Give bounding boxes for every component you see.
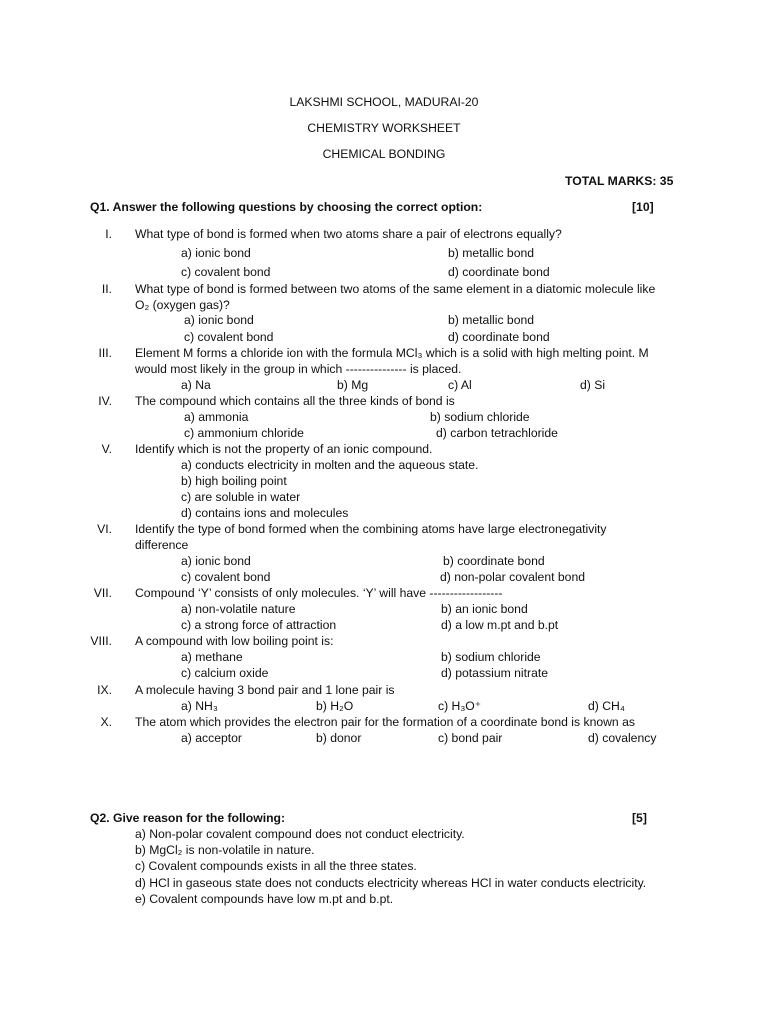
option: b) Mg (337, 378, 369, 392)
option: a) ammonia (184, 410, 249, 424)
option: d) carbon tetrachloride (436, 426, 558, 440)
option: b) high boiling point (181, 474, 287, 488)
question-number: IX. (97, 683, 112, 697)
q2-heading: Q2. Give reason for the following: (90, 811, 286, 825)
question-number: V. (101, 442, 112, 456)
option: d) a low m.pt and b.pt (441, 618, 559, 632)
q2-marks: [5] (632, 811, 647, 825)
option: a) ionic bond (181, 246, 251, 260)
question-number: I. (105, 227, 112, 241)
q1-heading: Q1. Answer the following questions by choosing the correct option: (90, 200, 483, 214)
question-number: VII. (93, 586, 112, 600)
option: a) conducts electricity in molten and the aqueous state. (181, 458, 479, 472)
question-text: difference (135, 538, 189, 552)
question-text: O₂ (oxygen gas)? (135, 298, 230, 312)
option: a) Na (181, 378, 211, 392)
option: d) coordinate bond (448, 330, 550, 344)
question-text: What type of bond is formed between two atoms of the same element in a diatomic molecule like (135, 282, 656, 296)
worksheet-title: CHEMISTRY WORKSHEET (307, 121, 461, 135)
option: c) covalent bond (181, 570, 271, 584)
question-text: Identify which is not the property of an ionic compound. (135, 442, 433, 456)
question-text: The atom which provides the electron pair for the formation of a coordinate bond is known as (135, 715, 635, 729)
option: b) sodium chloride (430, 410, 530, 424)
question-number: VI. (97, 522, 112, 536)
school-name: LAKSHMI SCHOOL, MADURAI-20 (289, 95, 479, 109)
option: d) Si (580, 378, 606, 392)
option: a) ionic bond (184, 313, 254, 327)
option: d) potassium nitrate (441, 666, 549, 680)
option: b) an ionic bond (441, 602, 528, 616)
option: d) coordinate bond (448, 265, 550, 279)
option: a) non-volatile nature (181, 602, 296, 616)
option: c) Al (448, 378, 472, 392)
topic-title: CHEMICAL BONDING (322, 147, 446, 161)
option: b) metallic bond (448, 313, 535, 327)
option: b) metallic bond (448, 246, 535, 260)
option: c) H₃O⁺ (438, 699, 482, 713)
option: d) non-polar covalent bond (440, 570, 585, 584)
question-text: Compound ‘Y’ consists of only molecules. ‘Y’ will have ------------------ (135, 586, 503, 600)
question-text: What type of bond is formed when two atoms share a pair of electrons equally? (135, 227, 562, 241)
question-text: A compound with low boiling point is: (135, 634, 334, 648)
option: a) methane (181, 650, 243, 664)
reason-item: c) Covalent compounds exists in all the three states. (135, 859, 417, 873)
question-text: A molecule having 3 bond pair and 1 lone pair is (135, 683, 395, 697)
question-text: Element M forms a chloride ion with the formula MCl₃ which is a solid with high melting point. M (135, 346, 649, 360)
option: b) sodium chloride (441, 650, 541, 664)
reason-item: d) HCl in gaseous state does not conducts electricity whereas HCl in water conducts electricity. (135, 876, 647, 890)
option: c) ammonium chloride (184, 426, 304, 440)
question-text: would most likely in the group in which --------------- is placed. (135, 362, 462, 376)
option: d) contains ions and molecules (181, 506, 349, 520)
reason-item: a) Non-polar covalent compound does not conduct electricity. (135, 827, 465, 841)
option: d) CH₄ (588, 699, 625, 713)
question-number: VIII. (90, 634, 112, 648)
question-number: IV. (98, 394, 112, 408)
option: a) NH₃ (181, 699, 218, 713)
total-marks: TOTAL MARKS: 35 (565, 174, 674, 188)
option: c) calcium oxide (181, 666, 269, 680)
option: c) are soluble in water (181, 490, 301, 504)
option: b) coordinate bond (443, 554, 545, 568)
q1-marks: [10] (632, 200, 654, 214)
option: a) acceptor (181, 731, 242, 745)
option: c) bond pair (438, 731, 503, 745)
reason-item: e) Covalent compounds have low m.pt and b.pt. (135, 892, 394, 906)
option: c) covalent bond (181, 265, 271, 279)
question-number: II. (101, 282, 112, 296)
question-number: III. (98, 346, 112, 360)
reason-item: b) MgCl₂ is non-volatile in nature. (135, 843, 315, 857)
question-number: X. (100, 715, 112, 729)
question-text: The compound which contains all the three kinds of bond is (135, 394, 455, 408)
option: b) donor (316, 731, 362, 745)
option: c) covalent bond (184, 330, 274, 344)
question-text: Identify the type of bond formed when the combining atoms have large electronegativity (135, 522, 607, 536)
option: d) covalency (588, 731, 657, 745)
option: c) a strong force of attraction (181, 618, 337, 632)
option: b) H₂O (316, 699, 354, 713)
option: a) ionic bond (181, 554, 251, 568)
